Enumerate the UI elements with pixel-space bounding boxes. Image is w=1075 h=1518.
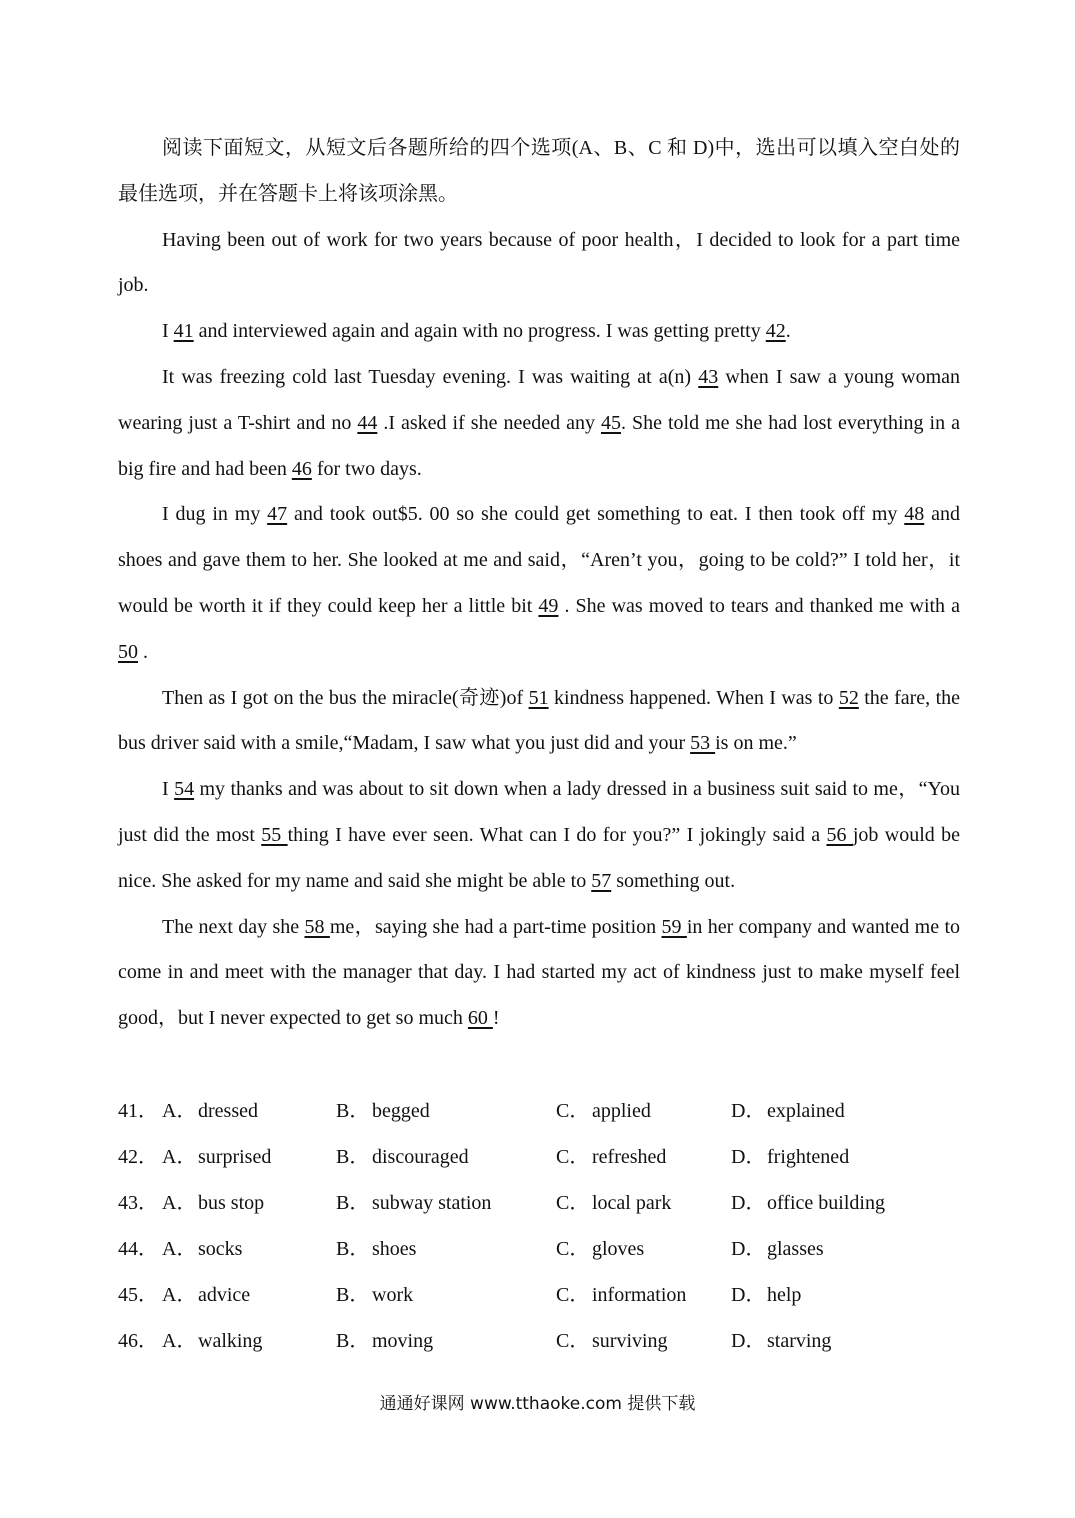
passage-text: for two days. (311, 457, 422, 480)
blank-number: 56 (826, 823, 853, 846)
option-letter: C． (556, 1330, 590, 1352)
option-text: refreshed (592, 1146, 667, 1168)
option-letter: B． (336, 1238, 370, 1260)
option-b (336, 1226, 556, 1272)
question-number: 45． (118, 1284, 158, 1306)
blank-number: 50 (118, 640, 138, 663)
option-text: explained (767, 1100, 845, 1122)
footer-text: 通通好课网 www.tthaoke.com 提供下载 (379, 1394, 696, 1414)
option-letter: B． (336, 1100, 370, 1122)
option-text: local park (592, 1192, 672, 1214)
passage-paragraph (118, 767, 960, 904)
option-text: surviving (592, 1330, 668, 1352)
option-c (556, 1088, 731, 1134)
option-text: begged (372, 1100, 430, 1122)
blank-number: 44 (357, 411, 378, 434)
option-b (336, 1272, 556, 1318)
options-table (118, 1088, 960, 1364)
passage-text: thing I have ever seen. What can I do for you?” I jokingly said a (287, 823, 827, 846)
blank-number: 42 (765, 320, 786, 343)
option-letter: A． (162, 1284, 197, 1306)
option-letter: A． (162, 1330, 197, 1352)
blank-number: 49 (538, 594, 559, 617)
option-letter: A． (162, 1146, 197, 1168)
passage-text: and shoes and gave them to her. She looked at me and said，“Aren’t you，going to be cold?” I told her，it would be worth it if they could keep her a little bit (118, 503, 960, 617)
option-letter: D． (731, 1192, 766, 1214)
passage (118, 218, 960, 1042)
passage-text: my thanks and was about to sit down when a lady dressed in a business suit said to me，“You just did the most (118, 778, 960, 846)
passage-text: . She told me she had lost everything in a big fire and had been (118, 411, 960, 480)
passage-paragraph (118, 905, 960, 1042)
option-text: applied (592, 1100, 651, 1122)
option-a (162, 1272, 336, 1318)
blank-number: 55 (261, 823, 288, 846)
question-number: 42． (118, 1146, 158, 1168)
passage-text: . (785, 320, 791, 343)
option-letter: C． (556, 1238, 590, 1260)
option-c (556, 1318, 731, 1364)
question-row (118, 1180, 960, 1226)
passage-text: and took out$5. 00 so she could get something to eat. I then took off my (287, 503, 905, 526)
option-letter: D． (731, 1100, 766, 1122)
question-number: 46． (118, 1330, 158, 1352)
option-text: information (592, 1284, 687, 1306)
option-d (731, 1226, 960, 1272)
option-text: help (767, 1284, 802, 1306)
option-text: starving (767, 1330, 832, 1352)
blank-number: 52 (838, 686, 859, 709)
option-b (336, 1134, 556, 1180)
passage-text: job would be nice. She asked for my name and said she might be able to (118, 823, 961, 892)
document-body (118, 126, 960, 1042)
option-b (336, 1088, 556, 1134)
option-letter: D． (731, 1330, 766, 1352)
option-letter: A． (162, 1238, 197, 1260)
option-letter: A． (162, 1100, 197, 1122)
blank-number: 59 (661, 915, 687, 938)
option-c (556, 1180, 731, 1226)
passage-text: .I asked if she needed any (377, 411, 601, 434)
passage-text: I (162, 320, 174, 343)
option-letter: B． (336, 1330, 370, 1352)
passage-paragraph (118, 309, 960, 355)
option-text: discouraged (372, 1146, 469, 1168)
option-text: socks (198, 1238, 243, 1260)
passage-text: and interviewed again and again with no progress. I was getting pretty (193, 320, 766, 343)
option-letter: B． (336, 1192, 370, 1214)
passage-text: is on me.” (715, 732, 797, 755)
option-letter: C． (556, 1192, 590, 1214)
blank-number: 60 (467, 1007, 493, 1030)
blank-number: 54 (174, 778, 195, 801)
blank-number: 45 (600, 411, 621, 434)
option-text: moving (372, 1330, 434, 1352)
option-text: work (372, 1284, 414, 1306)
option-letter: D． (731, 1146, 766, 1168)
option-a (162, 1226, 336, 1272)
option-letter: D． (731, 1284, 766, 1306)
passage-paragraph (118, 355, 960, 492)
option-text: walking (198, 1330, 263, 1352)
option-a (162, 1134, 336, 1180)
option-letter: D． (731, 1238, 766, 1260)
passage-text: me，saying she had a part-time position (329, 915, 662, 938)
blank-number: 41 (173, 320, 194, 343)
question-row (118, 1088, 960, 1134)
option-letter: A． (162, 1192, 197, 1214)
option-text: surprised (198, 1146, 272, 1168)
option-text: shoes (372, 1238, 417, 1260)
blank-number: 57 (591, 869, 612, 892)
passage-text: Having been out of work for two years because of poor health，I decided to look for a part time job. (118, 228, 960, 297)
passage-text: I (162, 778, 175, 801)
instructions: 阅读下面短文，从短文后各题所给的四个选项(A、B、C 和 D)中，选出可以填入空白处的最佳选项，并在答题卡上将该项涂黑。 (118, 137, 960, 205)
option-letter: C． (556, 1284, 590, 1306)
passage-text: ! (492, 1007, 500, 1030)
question-row (118, 1272, 960, 1318)
passage-paragraph (118, 492, 960, 675)
option-text: office building (767, 1192, 885, 1214)
passage-text: I dug in my (162, 503, 268, 526)
passage-text: The next day she (162, 915, 305, 938)
passage-text: the fare, the bus driver said with a smile,“Madam, I saw what you just did and your (118, 686, 961, 755)
option-d (731, 1318, 960, 1364)
blank-number: 48 (904, 503, 925, 526)
option-text: frightened (767, 1146, 850, 1168)
passage-text: . She was moved to tears and thanked me with a (558, 594, 960, 617)
option-d (731, 1088, 960, 1134)
question-row (118, 1318, 960, 1364)
option-d (731, 1134, 960, 1180)
blank-number: 53 (690, 732, 716, 755)
option-text: advice (198, 1284, 251, 1306)
question-number: 43． (118, 1192, 158, 1214)
option-letter: B． (336, 1146, 370, 1168)
blank-number: 46 (291, 457, 312, 480)
option-a (162, 1088, 336, 1134)
option-c (556, 1272, 731, 1318)
passage-text: Then as I got on the bus the miracle(奇迹)of (162, 686, 529, 709)
passage-text: when I saw a young woman wearing just a T-shirt and no (118, 365, 960, 434)
passage-text: . (138, 640, 148, 663)
question-number: 44． (118, 1238, 158, 1260)
option-c (556, 1226, 731, 1272)
option-d (731, 1180, 960, 1226)
option-text: glasses (767, 1238, 824, 1260)
blank-number: 51 (528, 686, 549, 709)
passage-text: in her company and wanted me to come in and meet with the manager that day. I had started my act of kindness just to make myself feel good，but I never expected to get so much (118, 915, 961, 1030)
option-letter: C． (556, 1100, 590, 1122)
option-text: gloves (592, 1238, 645, 1260)
option-text: dressed (198, 1100, 258, 1122)
option-text: subway station (372, 1192, 492, 1214)
option-letter: B． (336, 1284, 370, 1306)
question-number: 41． (118, 1100, 158, 1122)
passage-paragraph (118, 676, 960, 768)
passage-text: kindness happened. When I was to (548, 686, 839, 709)
option-text: bus stop (198, 1192, 265, 1214)
blank-number: 58 (304, 915, 330, 938)
option-b (336, 1318, 556, 1364)
question-row (118, 1134, 960, 1180)
option-letter: C． (556, 1146, 590, 1168)
option-a (162, 1318, 336, 1364)
option-a (162, 1180, 336, 1226)
option-d (731, 1272, 960, 1318)
blank-number: 43 (698, 365, 719, 388)
blank-number: 47 (267, 503, 288, 526)
option-b (336, 1180, 556, 1226)
option-c (556, 1134, 731, 1180)
passage-text: something out. (611, 869, 736, 892)
passage-text: It was freezing cold last Tuesday evening. I was waiting at a(n) (162, 365, 699, 388)
question-row (118, 1226, 960, 1272)
passage-paragraph (118, 218, 960, 310)
